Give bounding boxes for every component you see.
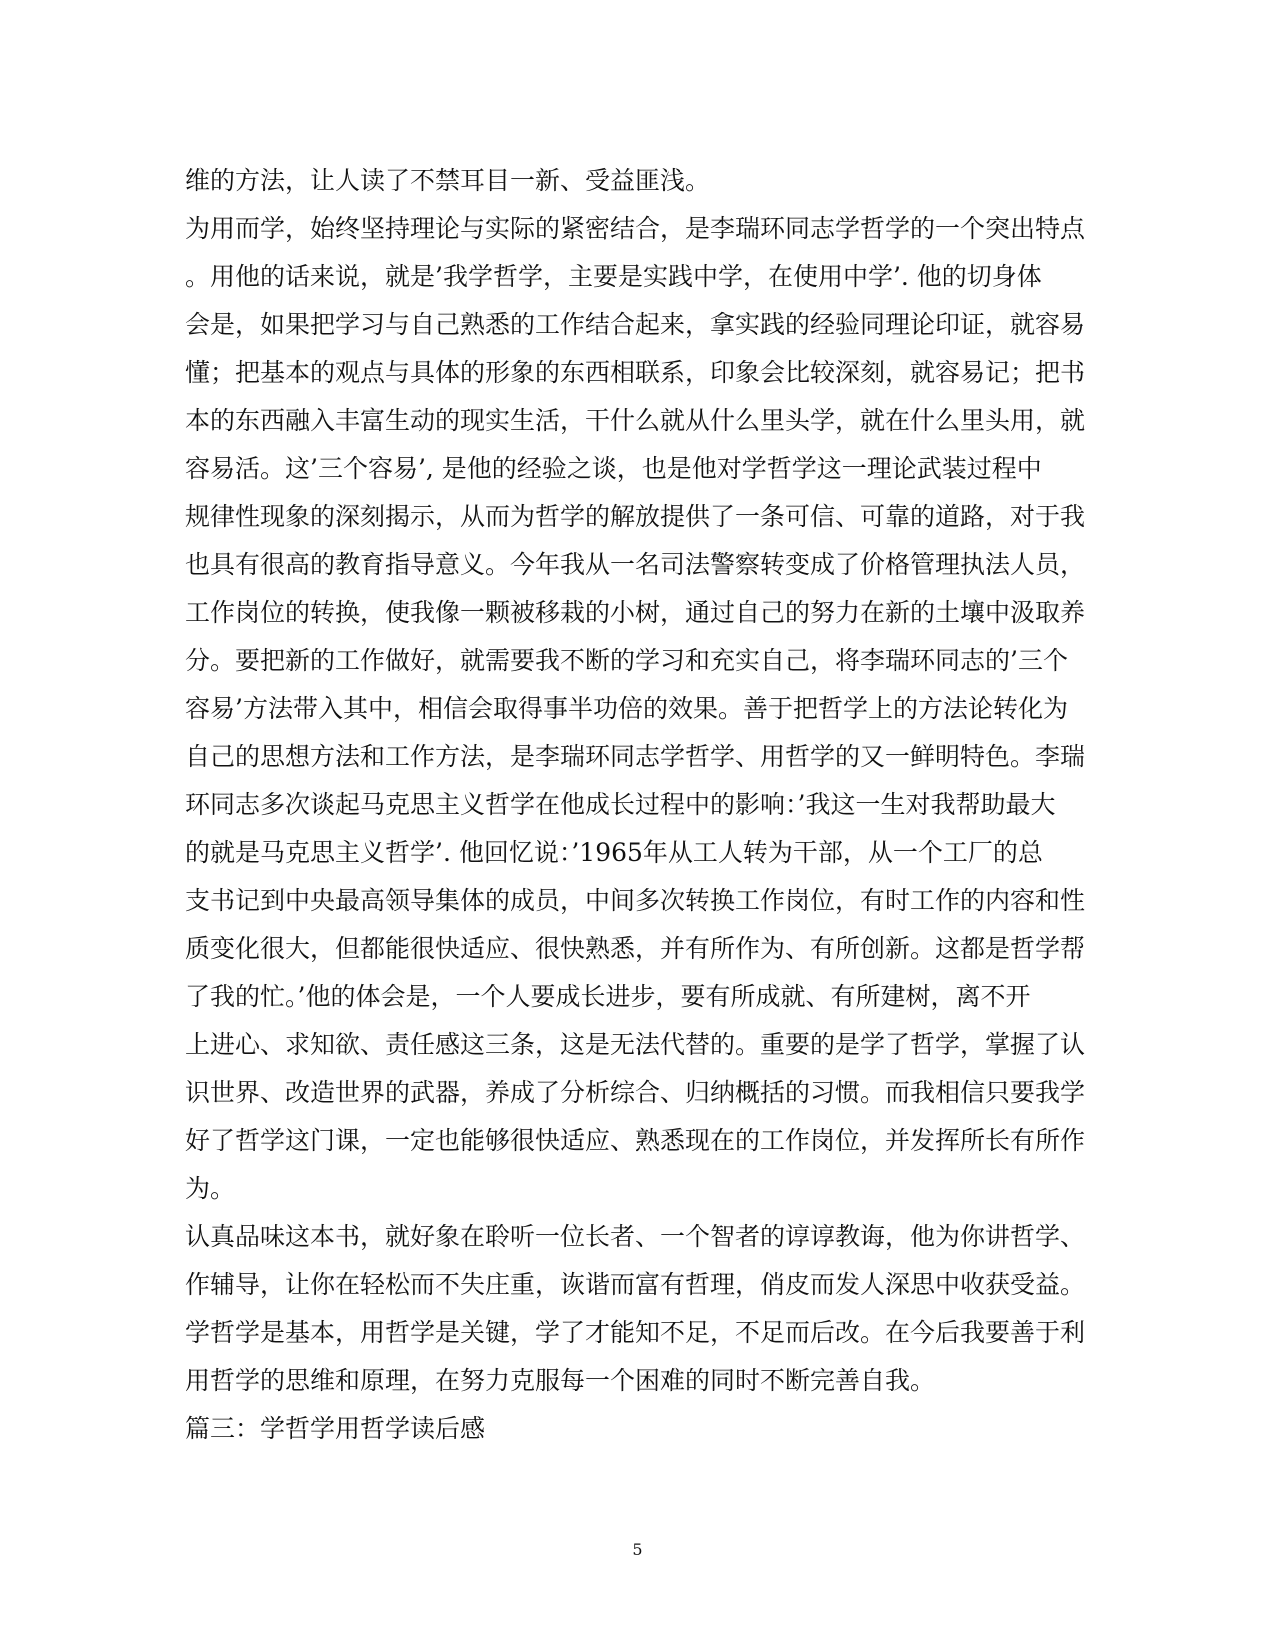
- text-line: 本的东西融入丰富生动的现实生活，干什么就从什么里头学，就在什么里头用，就: [185, 406, 1086, 435]
- text-line: 上进心、求知欲、责任感这三条，这是无法代替的。重要的是学了哲学，掌握了认: [185, 1030, 1086, 1059]
- text-line: 认真品味这本书，就好象在聆听一位长者、一个智者的谆谆教诲，他为你讲哲学、: [185, 1222, 1086, 1251]
- text-line: 维的方法，让人读了不禁耳目一新、受益匪浅。: [185, 166, 711, 195]
- text-line: 好了哲学这门课，一定也能够很快适应、熟悉现在的工作岗位，并发挥所长有所作: [185, 1126, 1086, 1155]
- text-line: 的就是马克思主义哲学’. 他回忆说：’1965年从工人转为干部，从一个工厂的总: [185, 838, 1043, 867]
- text-line: 了我的忙。’他的体会是，一个人要成长进步，要有所成就、有所建树，离不开: [185, 982, 1031, 1011]
- text-line: 会是，如果把学习与自己熟悉的工作结合起来，拿实践的经验同理论印证，就容易: [185, 310, 1086, 339]
- text-line: 质变化很大，但都能很快适应、很快熟悉，并有所作为、有所创新。这都是哲学帮: [185, 934, 1086, 963]
- text-line: 自己的思想方法和工作方法，是李瑞环同志学哲学、用哲学的又一鲜明特色。李瑞: [185, 742, 1086, 771]
- text-line: 学哲学是基本，用哲学是关键，学了才能知不足，不足而后改。在今后我要善于利: [185, 1318, 1086, 1347]
- text-line: 为用而学，始终坚持理论与实际的紧密结合，是李瑞环同志学哲学的一个突出特点: [185, 214, 1086, 243]
- page-number: 5: [632, 1540, 643, 1559]
- text-line: 规律性现象的深刻揭示，从而为哲学的解放提供了一条可信、可靠的道路，对于我: [185, 502, 1086, 531]
- text-line: 识世界、改造世界的武器，养成了分析综合、归纳概括的习惯。而我相信只要我学: [185, 1078, 1086, 1107]
- body-text: [185, 157, 1090, 1453]
- text-line: 分。要把新的工作做好，就需要我不断的学习和充实自己，将李瑞环同志的’三个: [185, 646, 1068, 675]
- text-line: 用哲学的思维和原理，在努力克服每一个困难的同时不断完善自我。: [185, 1366, 936, 1395]
- text-line: 容易’方法带入其中，相信会取得事半功倍的效果。善于把哲学上的方法论转化为: [185, 694, 1068, 723]
- text-line: 容易活。这’三个容易’, 是他的经验之谈，也是他对学哲学这一理论武装过程中: [185, 454, 1042, 483]
- section-heading: 篇三：学哲学用哲学读后感: [185, 1414, 486, 1443]
- text-line: 。用他的话来说，就是’我学哲学，主要是实践中学，在使用中学’. 他的切身体: [185, 262, 1042, 291]
- text-line: 工作岗位的转换，使我像一颗被移栽的小树，通过自己的努力在新的土壤中汲取养: [185, 598, 1086, 627]
- text-line: 懂；把基本的观点与具体的形象的东西相联系，印象会比较深刻，就容易记；把书: [185, 358, 1086, 387]
- text-line: 环同志多次谈起马克思主义哲学在他成长过程中的影响：’我这一生对我帮助最大: [185, 790, 1056, 819]
- text-line: 为。: [185, 1174, 236, 1203]
- text-line: 支书记到中央最高领导集体的成员，中间多次转换工作岗位，有时工作的内容和性: [185, 886, 1086, 915]
- text-line: 也具有很高的教育指导意义。今年我从一名司法警察转变成了价格管理执法人员，: [185, 550, 1086, 579]
- text-line: 作辅导，让你在轻松而不失庄重，诙谐而富有哲理，俏皮而发人深思中收获受益。: [185, 1270, 1086, 1299]
